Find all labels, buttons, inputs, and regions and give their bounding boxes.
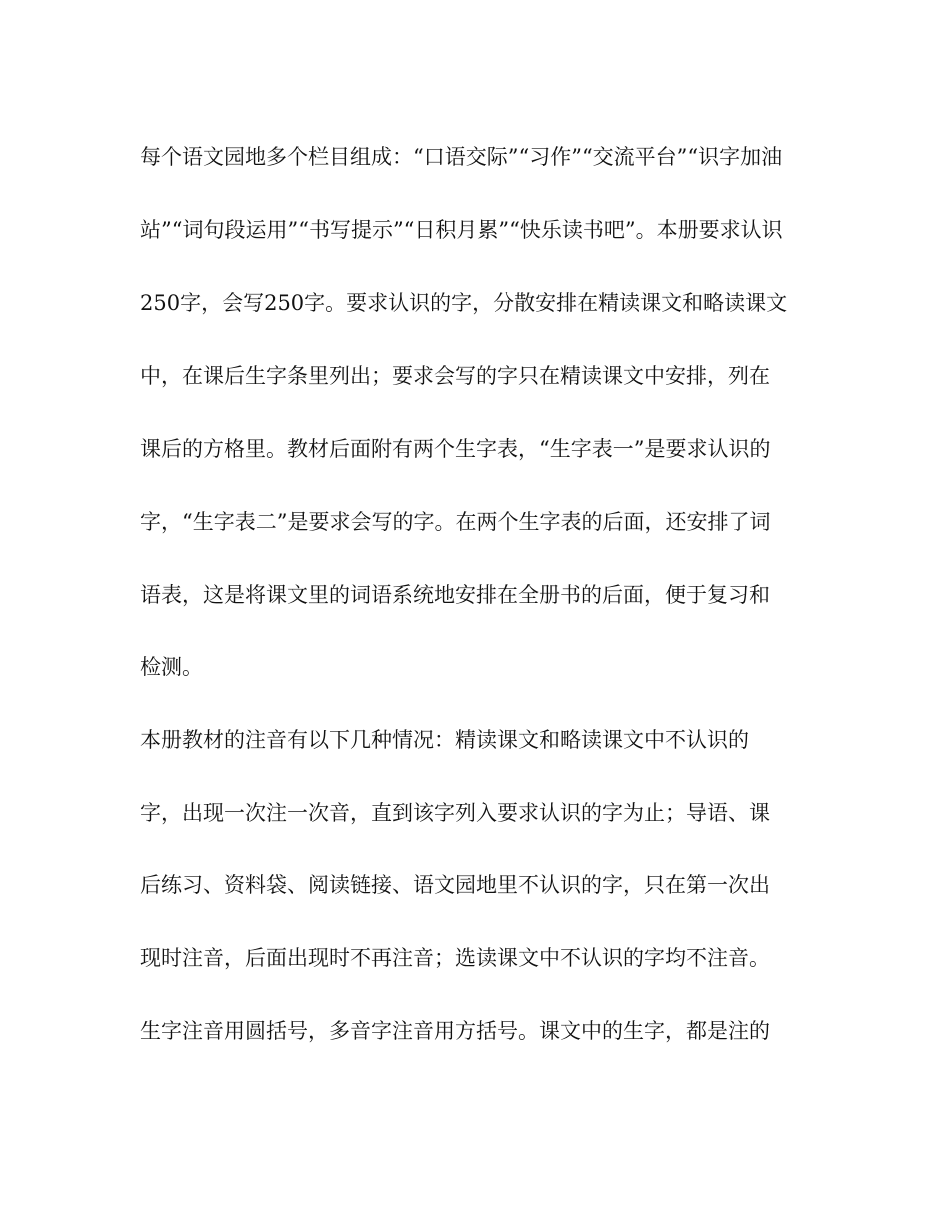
text-line: 本册教材的注音有以下几种情况：精读课文和略读课文中不认识的	[140, 728, 749, 752]
text-line: 课后的方格里。教材后面附有两个生字表，“生字表一”是要求认识的	[140, 437, 771, 461]
text-line: 250字，会写250字。要求认识的字，分散安排在精读课文和略读课文	[140, 291, 788, 315]
text-line: 中，在课后生字条里列出；要求会写的字只在精读课文中安排，列在	[140, 364, 770, 388]
text-line: 现时注音，后面出现时不再注音；选读课文中不认识的字均不注音。	[140, 946, 770, 970]
text-line: 语表，这是将课文里的词语系统地安排在全册书的后面，便于复习和	[140, 583, 770, 607]
text-line: 站”“词句段运用”“书写提示”“日积月累”“快乐读书吧”。本册要求认识	[140, 218, 783, 242]
text-line: 生字注音用圆括号，多音字注音用方括号。课文中的生字，都是注的	[140, 1019, 770, 1043]
text-line: 字，“生字表二”是要求会写的字。在两个生字表的后面，还安排了词	[140, 510, 771, 534]
text-line: 字，出现一次注一次音，直到该字列入要求认识的字为止；导语、课	[140, 801, 770, 825]
text-line: 后练习、资料袋、阅读链接、语文园地里不认识的字，只在第一次出	[140, 873, 770, 897]
text-line: 每个语文园地多个栏目组成：“口语交际”“习作”“交流平台”“识字加油	[140, 145, 783, 169]
text-line: 检测。	[140, 655, 203, 679]
